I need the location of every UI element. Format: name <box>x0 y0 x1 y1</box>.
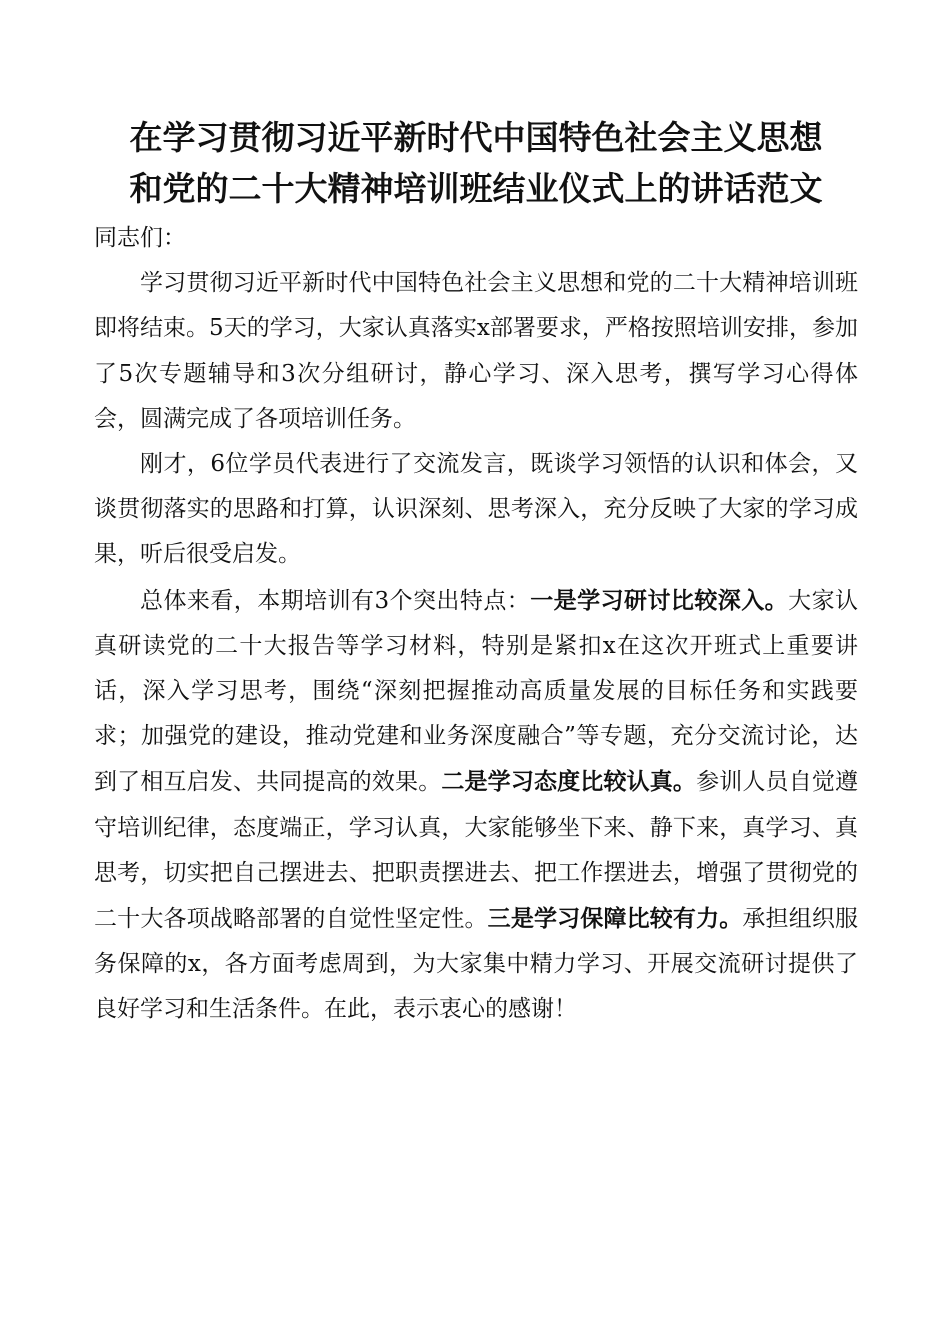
document-body <box>94 216 858 1033</box>
paragraph-2: 刚才，6位学员代表进行了交流发言，既谈学习领悟的认识和体会，又谈贯彻落实的思路和打算，认识深刻、思考深入，充分反映了大家的学习成果，听后很受启发。 <box>94 451 858 568</box>
paragraph-1: 学习贯彻习近平新时代中国特色社会主义思想和党的二十大精神培训班即将结束。5天的学习，大家认真落实x部署要求，严格按照培训安排，参加了5次专题辅导和3次分组研讨，静心学习、深入思考，撰写学习心得体会，圆满完成了各项培训任务。 <box>94 270 858 432</box>
document-page <box>94 112 858 1033</box>
point-1-heading: 一是学习研讨比较深入。 <box>530 586 789 614</box>
paragraph-3 <box>94 578 858 1033</box>
point-2-text: 参训人员自觉遵守培训纪律，态度端正，学习认真，大家能够坐下来、静下来，真学习、真思考，切实把自己摆进去、把职责摆进去、把工作摆进去，增强了贯彻党的二十大各项战略部署的自觉性坚定性。 <box>94 769 858 933</box>
salutation: 同志们： <box>94 225 186 251</box>
point-2-heading: 二是学习态度比较认真。 <box>441 768 697 796</box>
point-3-text: 承担组织服务保障的x，各方面考虑周到，为大家集中精力学习、开展交流研讨提供了良好学习和生活条件。在此，表示衷心的感谢！ <box>94 906 858 1023</box>
document-title <box>94 112 858 214</box>
title-line-1: 在学习贯彻习近平新时代中国特色社会主义思想 <box>129 118 823 157</box>
point-1-text: 大家认真研读党的二十大报告等学习材料，特别是紧扣x在这次开班式上重要讲话，深入学习思考，围绕“深刻把握推动高质量发展的目标任务和实践要求；加强党的建设，推动党建和业务深度融合”等专题，充分交流讨论，达到了相互启发、共同提高的效果。 <box>94 587 859 796</box>
title-line-2: 和党的二十大精神培训班结业仪式上的讲话范文 <box>129 169 823 208</box>
paragraph-3-lead: 总体来看，本期培训有3个突出特点： <box>140 587 531 614</box>
point-3-heading: 三是学习保障比较有力。 <box>487 905 743 933</box>
